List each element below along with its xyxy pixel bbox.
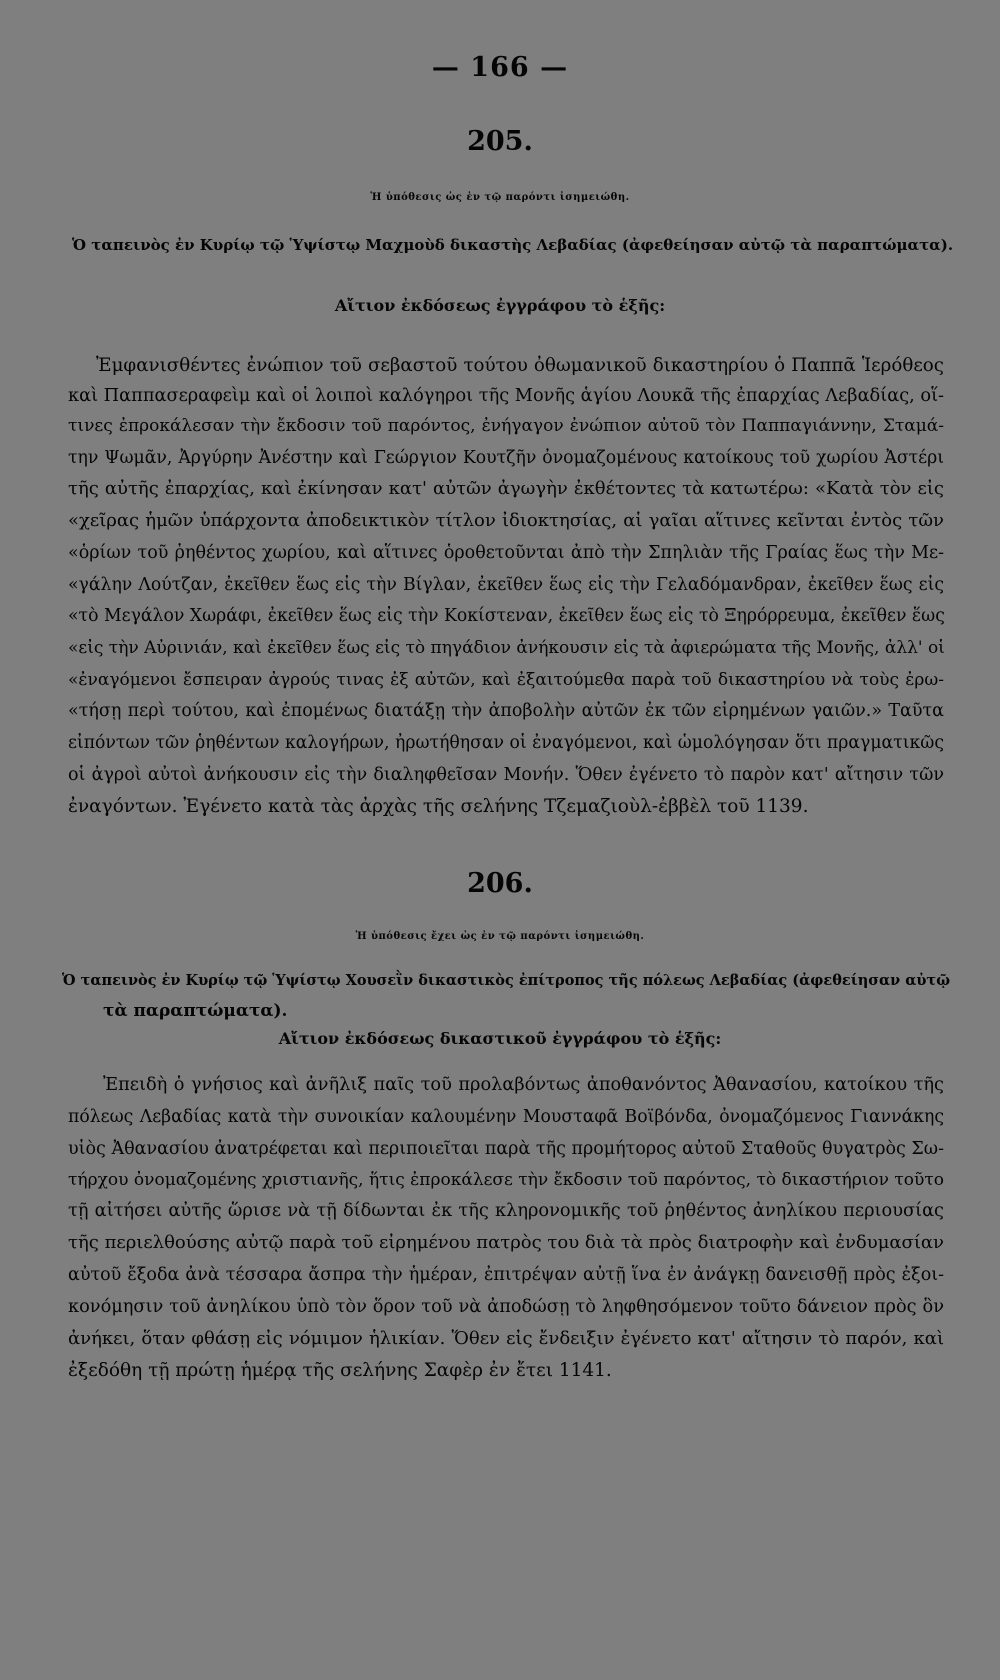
text-line: ἀνήκει, ὅταν φθάσῃ εἰς νόμιμον ἡλικίαν. Ὅθεν εἰς ἔνδειξιν ἐγένετο κατ' αἴτησιν τὸ παρόν, καὶ bbox=[68, 1328, 944, 1349]
text-line: «τήσῃ περὶ τούτου, καὶ ἐπομένως διατάξῃ τὴν ἀποβολὴν αὐτῶν ἐκ τῶν εἰρημένων γαιῶν.» Ταῦτα bbox=[68, 701, 944, 721]
text-line: «γάλην Λούτζαν, ἐκεῖθεν ἕως εἰς τὴν Βίγλαν, ἐκεῖθεν ἕως εἰς τὴν Γελαδόμανδραν, ἐκεῖθεν ἕως εἰς bbox=[68, 575, 944, 595]
text-line: Ἐμφανισθέντες ἐνώπιον τοῦ σεβαστοῦ τούτου ὀθωμανικοῦ δικαστηρίου ὁ Παππᾶ Ἱερόθεος bbox=[96, 355, 944, 376]
text-line: τήρχου ὀνομαζομένης χριστιανῆς, ἥτις ἐπροκάλεσε τὴν ἔκδοσιν τοῦ παρόντος, τὸ δικαστήριον τοῦτο bbox=[68, 1170, 944, 1190]
text-line: «εἰς τὴν Αὐρινιάν, καὶ ἐκεῖθεν ἕως εἰς τὸ πηγάδιον ἀνήκουσιν εἰς τὰ ἀφιερώματα τῆς Μονῆς, ἀλλ' οἱ bbox=[68, 638, 945, 658]
document-note: Ἡ ὑπόθεσις ὡς ἐν τῷ παρόντι ἰσημειώθη. bbox=[370, 192, 630, 203]
text-line: «ἐναγόμενοι ἔσπειραν ἀγρούς τινας ἐξ αὐτῶν, καὶ ἐξαιτούμεθα παρὰ τοῦ δικαστηρίου νὰ τοὺς ἐρω- bbox=[68, 670, 944, 690]
text-line: πόλεως Λεβαδίας κατὰ τὴν συνοικίαν καλουμένην Μουσταφᾶ Βοϊβόνδα, ὀνομαζόμενος Γιαννάκης bbox=[68, 1107, 944, 1127]
document-heading: τὰ παραπτώματα). bbox=[103, 1001, 288, 1021]
text-line: αὐτοῦ ἔξοδα ἀνὰ τέσσαρα ἄσπρα τὴν ἡμέραν, ἐπιτρέψαν αὐτῇ ἵνα ἐν ἀνάγκῃ δανεισθῇ πρὸς ἐξοι- bbox=[68, 1265, 944, 1285]
text-line: «τὸ Μεγάλον Χωράφι, ἐκεῖθεν ἕως εἰς τὴν Κοκίστεναν, ἐκεῖθεν ἕως εἰς τὸ Ξηρόρρευμα, ἐκεῖθεν ἕως bbox=[68, 606, 945, 626]
document-cause: Αἴτιον ἐκδόσεως ἐγγράφου τὸ ἑξῆς: bbox=[334, 296, 666, 315]
text-line: τῇ αἰτήσει αὐτῆς ὥρισε νὰ τῇ δίδωνται ἐκ τῆς κληρονομικῆς τοῦ ῥηθέντος ἀνηλίκου περιουσίας bbox=[68, 1201, 944, 1221]
text-line: τῆς αὐτῆς ἐπαρχίας, καὶ ἐκίνησαν κατ' αὐτῶν ἀγωγὴν ἐκθέτοντες τὰ κατωτέρω: «Κατὰ τὸν εἰς bbox=[68, 478, 944, 499]
text-line: τῆς περιελθούσης αὐτῷ παρὰ τοῦ εἰρημένου πατρὸς του διὰ τὰ πρὸς διατροφὴν καὶ ἐνδυμασίαν bbox=[68, 1232, 944, 1253]
document-cause: Αἴτιον ἐκδόσεως δικαστικοῦ ἐγγράφου τὸ ἑξῆς: bbox=[278, 1029, 722, 1048]
text-line: καὶ Παππασεραφεὶμ καὶ οἱ λοιποὶ καλόγηροι τῆς Μονῆς ἁγίου Λουκᾶ τῆς ἐπαρχίας Λεβαδίας, οἵ- bbox=[68, 386, 945, 406]
text-line: την Ψωμᾶν, Ἀργύρην Ἀνέστην καὶ Γεώργιον Κουτζῆν ὀνομαζομένους κατοίκους τοῦ χωρίου Ἀστέρι bbox=[68, 448, 944, 468]
document-heading: Ὁ ταπεινὸς ἐν Κυρίῳ τῷ Ὑψίστῳ Μαχμοὺδ δικαστὴς Λεβαδίας (ἀφεθείησαν αὐτῷ τὰ παραπτώματα). bbox=[72, 236, 954, 254]
text-line: οἱ ἀγροὶ αὐτοὶ ἀνήκουσιν εἰς τὴν διαληφθεῖσαν Μονήν. Ὅθεν ἐγένετο τὸ παρὸν κατ' αἴτησιν τῶν bbox=[68, 765, 944, 785]
document-number: 206. bbox=[467, 868, 533, 899]
document-number: 205. bbox=[467, 126, 533, 157]
text-line: Ἐπειδὴ ὁ γνήσιος καὶ ἀνῆλιξ παῖς τοῦ προλαβόντως ἀποθανόντος Ἀθανασίου, κατοίκου τῆς bbox=[103, 1075, 944, 1095]
text-line: ἐναγόντων. Ἐγένετο κατὰ τὰς ἀρχὰς τῆς σελήνης Τζεμαζιοὺλ-ἐββὲλ τοῦ 1139. bbox=[68, 796, 809, 817]
text-line: κονόμησιν τοῦ ἀνηλίκου ὑπὸ τὸν ὅρον τοῦ νὰ ἀποδώσῃ τὸ ληφθησόμενον τοῦτο δάνειον πρὸς ὃν bbox=[68, 1297, 944, 1317]
document-heading: Ὁ ταπεινὸς ἐν Κυρίῳ τῷ Ὑψίστῳ Χουσεῒν δικαστικὸς ἐπίτροπος τῆς πόλεως Λεβαδίας (ἀφεθείησαν αὐτῷ bbox=[62, 972, 950, 989]
text-line: «ὁρίων τοῦ ῥηθέντος χωρίου, καὶ αἵτινες ὁροθετοῦνται ἀπὸ τὴν Σπηλιὰν τῆς Γραίας ἕως τὴν Με- bbox=[68, 543, 944, 563]
document-note: Ἡ ὑπόθεσις ἔχει ὡς ἐν τῷ παρόντι ἰσημειώθη. bbox=[355, 931, 645, 942]
text-line: εἰπόντων τῶν ῥηθέντων καλογήρων, ἠρωτήθησαν οἱ ἐναγόμενοι, καὶ ὡμολόγησαν ὅτι πραγματικῶς bbox=[68, 733, 944, 753]
page-number: — 166 — bbox=[431, 52, 569, 83]
text-line: ἐξεδόθη τῇ πρώτῃ ἡμέρᾳ τῆς σελήνης Σαφὲρ ἐν ἔτει 1141. bbox=[68, 1360, 612, 1381]
text-line: «χεῖρας ἡμῶν ὑπάρχοντα ἀποδεικτικὸν τίτλον ἰδιοκτησίας, αἱ γαῖαι αἵτινες κεῖνται ἐντὸς τῶν bbox=[68, 510, 944, 531]
text-line: τινες ἐπροκάλεσαν τὴν ἔκδοσιν τοῦ παρόντος, ἐνήγαγον ἐνώπιον αὐτοῦ τὸν Παππαγιάννην, Σταμά- bbox=[68, 416, 944, 436]
text-line: υἱὸς Ἀθανασίου ἀνατρέφεται καὶ περιποιεῖται παρὰ τῆς προμήτορος αὐτοῦ Σταθοῦς θυγατρὸς Σω- bbox=[68, 1139, 944, 1159]
